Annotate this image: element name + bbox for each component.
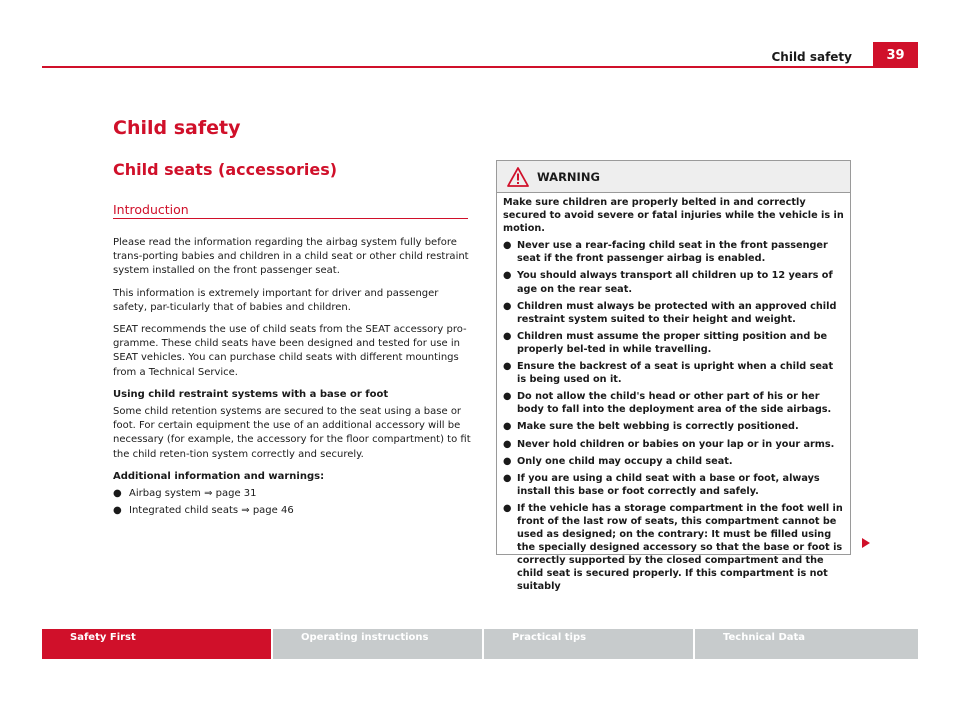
chapter-title: Child safety [113,117,241,139]
bullet-glyph: ● [503,391,512,403]
bullet-glyph: ● [113,505,122,517]
footer-tabs [42,629,918,659]
bullet-glyph: ● [503,472,512,484]
bullet-glyph: ● [113,488,122,500]
warning-item-text: Do not allow the child's head or other part of his or her body to fall into the deployment area of the side airbags. [517,391,832,416]
header-rule [42,66,918,68]
paragraph: Some child retention systems are secured to the seat using a base or foot. For certain equipment the use of an additional accessory will be necessary (for example, the accessory for the floor compartment) to fit the child reten-tion system correctly and securely. [113,406,471,460]
tab-practical-tips[interactable]: Practical tips [484,629,693,659]
warning-item-text: Children must always be protected with an approved child restraint system suited to their height and weight. [517,300,837,325]
warning-item [503,438,844,451]
bullet-glyph: ● [503,438,512,450]
warning-item [503,330,844,356]
paragraph: This information is extremely important for driver and passenger safety, par-ticularly that of babies and children. [113,287,439,313]
warning-item [503,472,844,498]
warning-item [503,455,844,468]
bullet-glyph: ● [503,421,512,433]
page-number: 39 [873,42,918,68]
warning-item [503,239,844,265]
tab-technical-data[interactable]: Technical Data [695,629,918,659]
warning-triangle-icon [507,167,529,187]
warning-item [503,420,844,433]
bullet-glyph: ● [503,240,512,252]
running-title: Child safety [771,50,852,64]
bullet-glyph: ● [503,330,512,342]
paragraph: Please read the information regarding the airbag system fully before trans-porting babies and children in a child seat or other child restraint system installed on the front passenger seat. [113,237,469,277]
warning-item-text: You should always transport all children up to 12 years of age on the rear seat. [517,270,833,295]
warning-header [497,161,850,193]
warning-intro: Make sure children are properly belted in and correctly secured to avoid severe or fatal injuries while the vehicle is in motion. [503,197,844,235]
warning-item-text: Ensure the backrest of a seat is upright when a child seat is being used on it. [517,361,834,386]
list-item[interactable] [113,504,473,518]
bullet-glyph: ● [503,270,512,282]
bullet-glyph: ● [503,361,512,373]
warning-item-text: Never use a rear-facing child seat in the front passenger seat if the front passenger airbag is enabled. [517,240,828,265]
warning-body [497,193,850,594]
warning-item-text: Never hold children or babies on your lap or in your arms. [517,438,835,450]
section-title: Child seats (accessories) [113,160,338,179]
warning-item-text: Children must assume the proper sitting position and be properly bel-ted in while travelling. [517,330,828,355]
subsection-title: Introduction [113,202,189,217]
warning-item-text: Make sure the belt webbing is correctly positioned. [517,421,799,433]
subheading: Using child restraint systems with a base or foot [113,388,389,400]
warning-item-text: If you are using a child seat with a base or foot, always install this base or foot correctly and safely. [517,472,820,497]
bullet-glyph: ● [503,455,512,467]
left-column [113,236,473,521]
paragraph: SEAT recommends the use of child seats from the SEAT accessory pro-gramme. These child seats have been designed and tested for use in SEAT vehicles. You can purchase child seats with different mountings from a Technical Service. [113,324,467,378]
warning-title: WARNING [537,169,600,184]
warning-item [503,360,844,386]
list-item[interactable] [113,487,473,501]
bullet-glyph: ● [503,300,512,312]
tab-safety-first[interactable]: Safety First [42,629,271,659]
warning-item-text: Only one child may occupy a child seat. [517,455,733,467]
warning-box [496,160,851,593]
warning-item-text: If the vehicle has a storage compartment in the foot well in front of the last row of seats, this compartment cannot be used as designed; on the contrary: It must be filled using the specially designed accessory so that the base or foot is correctly supported by the closed compartment and the child seat is secured properly. If this compartment is not suitably [517,502,843,593]
link-text[interactable]: Airbag system ⇒ page 31 [129,488,257,500]
tab-operating-instructions[interactable]: Operating instructions [273,629,482,659]
warning-item [503,269,844,295]
bullet-glyph: ● [503,502,512,514]
link-text[interactable]: Integrated child seats ⇒ page 46 [129,505,294,517]
warning-item [503,502,844,594]
warning-item [503,300,844,326]
warning-item [503,390,844,416]
continue-arrow-icon [862,538,870,548]
subsection-rule [113,218,468,219]
subheading: Additional information and warnings: [113,470,325,482]
